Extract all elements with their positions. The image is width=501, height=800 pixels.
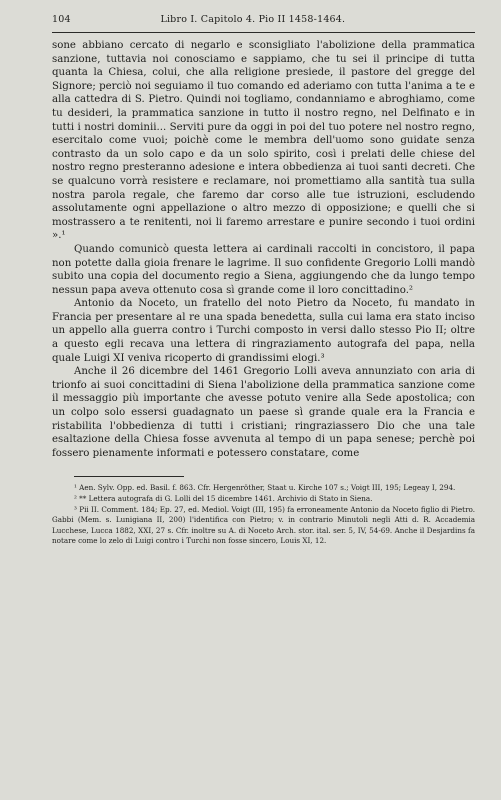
paragraph-3: Antonio da Noceto, un fratello del noto Pietro da Noceto, fu mandato in Francia per presentare al re una spada benedetta, sulla cui lama era stato inciso un appello alla guerra contro i Turchi composto in versi dallo stesso Pio II; oltre a questo egli recava una lettera di ringraziamento autografa del papa, nella quale Luigi XI veniva ricoperto di grandissimi elogi.³: [52, 298, 475, 364]
page-number: 104: [52, 14, 71, 25]
footnote-rule: [74, 476, 184, 477]
footnote-3: ³ Pii II. Comment. 184; Ep. 27, ed. Mediol. Voigt (III, 195) fa erroneamente Antonio da Noceto figlio di Pietro. Gabbi (Mem. s. Lunigiana II, 200) l'identifica con Pietro; v. in contrario Minutoli negli Atti d. R. Accademia Lucchese, Lucca 1882, XXI, 27 s. Cfr. inoltre su A. di Noceto Arch. stor. ital. ser. 5, IV, 54-69. Anche il Desjardins fa notare come lo zelo di Luigi contro i Turchi non fosse sincero, Louis XI, 12.: [52, 504, 475, 546]
body-text: [52, 39, 475, 460]
footnote-2: ² ** Lettera autografa di G. Lolli del 15 dicembre 1461. Archivio di Stato in Siena.: [74, 494, 373, 503]
paragraph-4: Anche il 26 dicembre del 1461 Gregorio Lolli aveva annunziato con aria di trionfo ai suoi concittadini di Siena l'abolizione della prammatica sanzione come il messaggio più importante che avesse potuto venire alla Sede apostolica; con un colpo solo essersi guadagnato un paese sì grande quale era la Francia e ristabilita l'obbedienza di tutti i cristiani; ringraziassero Dio che una tale esaltazione della Chiesa fosse avvenuta al tempo di un papa senese; perchè poi fossero pienamente informati e potessero constatare, come: [52, 366, 475, 459]
footnotes: [52, 483, 475, 547]
footnote-1: ¹ Aen. Sylv. Opp. ed. Basil. f. 863. Cfr. Hergenröther, Staat u. Kirche 107 s.; Voigt III, 195; Legeay I, 294.: [74, 483, 456, 493]
paragraph-1: sone abbiano cercato di negarlo e sconsigliato l'abolizione della prammatica sanzione, tuttavia noi conosciamo e sappiamo, che tu sei il principe di tutta quanta la Chiesa, colui, che alla religione presiede, il pastore del gregge del Signore; perciò noi seguiamo il tuo comando ed aderiamo con tutta l'anima a te e alla cattedra di S. Pietro. Quindi noi togliamo, condanniamo e abroghiamo, come tu desideri, la prammatica sanzione in tutto il nostro regno, nel Delfinato e in tutti i nostri dominii... Serviti pure da oggi in poi del tuo potere nel nostro regno, esercitalo come vuoi; poichè come le membra dell'uomo sono guidate senza contrasto da un solo capo e da un solo spirito, così i prelati delle chiese del nostro regno presteranno adesione e intera obbedienza ai tuoi santi decreti. Che se qualcuno vorrà resistere e reclamare, noi promettiamo alla santità tua sulla nostra parola regale, che faremo dar corso alle tue istruzioni, escludendo assolutamente ogni appellazione o altro mezzo di opposizione; e quelli che si mostrassero a te renitenti, noi li faremo arrestare e punire secondo i tuoi ordini ».¹: [52, 40, 475, 242]
running-title: Libro I. Capitolo 4. Pio II 1458-1464.: [160, 14, 346, 25]
header-rule: [52, 32, 475, 33]
paragraph-2: Quando comunicò questa lettera ai cardinali raccolti in concistoro, il papa non potette dalla gioia frenare le lagrime. Il suo confidente Gregorio Lolli mandò subito una copia del documento regio a Siena, aggiungendo che da lungo tempo nessun papa aveva ottenuto cosa sì grande come il loro concittadino.²: [52, 243, 475, 296]
running-header: [52, 14, 475, 28]
